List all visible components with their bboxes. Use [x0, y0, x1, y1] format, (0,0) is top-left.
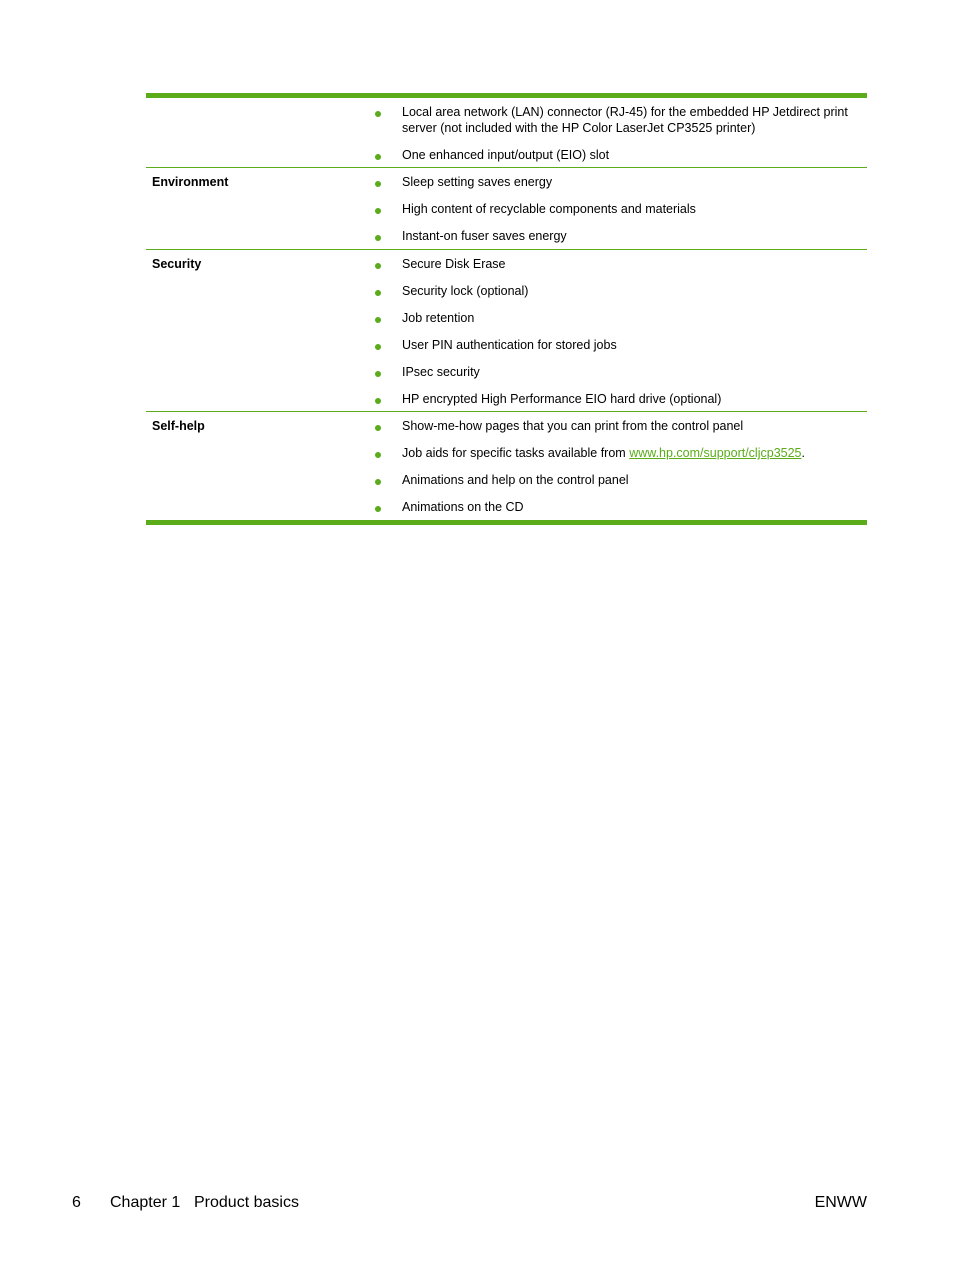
- list-item-text: Show-me-how pages that you can print from the control panel: [402, 419, 744, 433]
- row-label-self-help: Self-help: [152, 419, 205, 433]
- list-item-text: [402, 446, 866, 462]
- list-item: [366, 148, 867, 164]
- job-aids-text: Job aids for specific tasks available from: [402, 446, 630, 460]
- list-item-text: HP encrypted High Performance EIO hard drive (optional): [402, 391, 722, 406]
- bullet-icon: [375, 344, 381, 350]
- bullet-icon: [375, 263, 381, 269]
- list-item: [366, 202, 867, 218]
- bullet-icon: [375, 479, 381, 485]
- table-row: [146, 249, 867, 412]
- support-link[interactable]: www.hp.com/support/cljcp3525: [629, 446, 802, 460]
- list-item-text: IPsec security: [402, 364, 480, 379]
- bullet-icon: [375, 452, 381, 458]
- list-item-text: Security lock (optional): [402, 283, 529, 298]
- bullet-icon: [375, 317, 381, 323]
- bullet-icon: [375, 425, 381, 431]
- list-item: [366, 473, 867, 489]
- bullet-list: [366, 98, 867, 167]
- list-item: [366, 257, 867, 273]
- bullet-icon: [375, 371, 381, 377]
- list-item-text: High content of recyclable components and materials: [402, 202, 696, 216]
- bullet-icon: [375, 154, 381, 160]
- list-item: [366, 365, 867, 381]
- table-row: [146, 167, 867, 249]
- table-row: [146, 411, 867, 520]
- chapter-label: Chapter 1: [110, 1194, 181, 1211]
- row-label: [146, 98, 366, 167]
- doc-code: ENWW: [814, 1194, 867, 1211]
- bullet-icon: [375, 181, 381, 187]
- list-item: [366, 229, 867, 245]
- bullet-icon: [375, 398, 381, 404]
- table-row: [146, 98, 867, 167]
- list-item: [366, 446, 867, 462]
- list-item-text: Job retention: [402, 310, 475, 325]
- list-item-text: User PIN authentication for stored jobs: [402, 337, 617, 352]
- list-item-text: Secure Disk Erase: [402, 256, 506, 271]
- bullet-icon: [375, 235, 381, 241]
- bullet-icon: [375, 290, 381, 296]
- list-item: [366, 311, 867, 327]
- bullet-list: [366, 168, 867, 249]
- section-title: Product basics: [194, 1194, 299, 1211]
- row-label-environment: Environment: [152, 175, 229, 189]
- list-item-text: Sleep setting saves energy: [402, 175, 553, 189]
- list-item: [366, 392, 867, 408]
- bullet-icon: [375, 208, 381, 214]
- list-item-text: Instant-on fuser saves energy: [402, 229, 567, 243]
- list-item: [366, 105, 867, 136]
- list-item-text: One enhanced input/output (EIO) slot: [402, 147, 610, 162]
- bullet-list: [366, 250, 867, 412]
- bullet-list: [366, 412, 867, 520]
- link-suffix: .: [801, 446, 805, 460]
- list-item: [366, 338, 867, 354]
- list-item-text: Animations on the CD: [402, 500, 524, 514]
- list-item: [366, 419, 867, 435]
- list-item: [366, 284, 867, 300]
- list-item-text: Local area network (LAN) connector (RJ-45) for the embedded HP Jetdirect print server (not included with the HP Color LaserJet CP3525 printer): [402, 105, 848, 135]
- bullet-icon: [375, 111, 381, 117]
- bullet-icon: [375, 506, 381, 512]
- list-item: [366, 175, 867, 191]
- list-item: [366, 500, 867, 516]
- row-label-security: Security: [152, 256, 202, 271]
- feature-table: [146, 93, 867, 525]
- list-item-text: Animations and help on the control panel: [402, 473, 629, 487]
- page-number: 6: [72, 1194, 81, 1211]
